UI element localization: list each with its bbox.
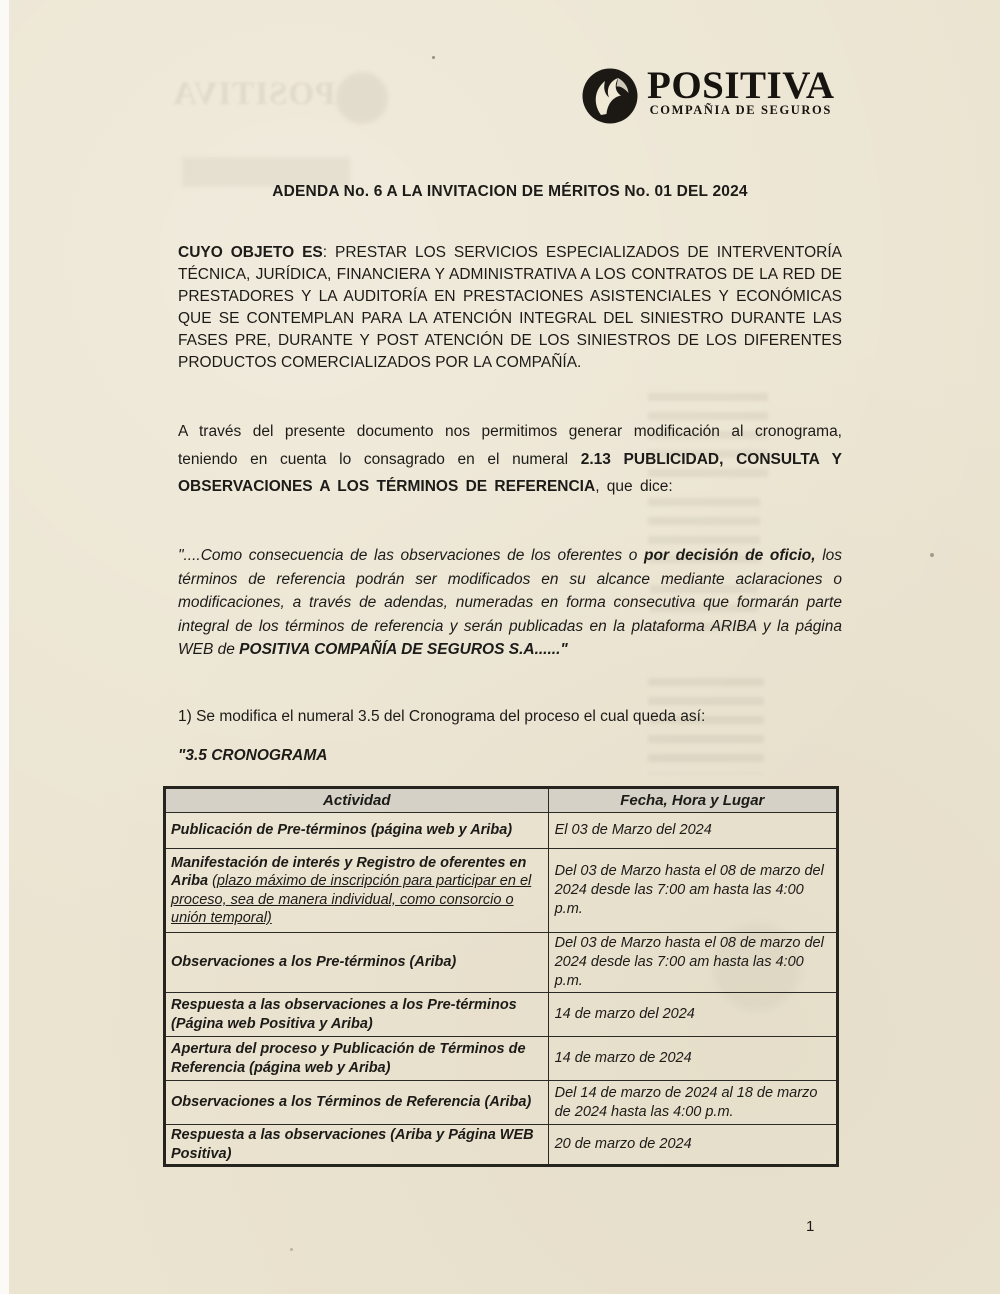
document-title: ADENDA No. 6 A LA INVITACION DE MÉRITOS No. 01 DEL 2024 [272,183,748,200]
scan-speck [432,56,435,59]
date-cell: Del 03 de Marzo hasta el 08 de marzo del 2024 desde las 7:00 am hasta las 4:00 p.m. [548,849,837,933]
paragraph-intro [178,418,842,501]
table-row [165,849,838,933]
table-row [165,1081,838,1125]
date-cell: 20 de marzo de 2024 [548,1125,837,1166]
table-row [165,1037,838,1081]
date-cell: 14 de marzo de 2024 [548,1037,837,1081]
activity-cell: Respuesta a las observaciones (Ariba y Página WEB Positiva) [165,1125,549,1166]
column-header-fecha: Fecha, Hora y Lugar [548,788,837,813]
activity-bold-text: Manifestación de interés y Registro de oferentes en Ariba [171,854,527,889]
table-row [165,933,838,993]
logo-name: POSITIVA [647,64,835,107]
activity-cell [165,849,549,933]
scan-speck [930,553,934,557]
date-cell: El 03 de Marzo del 2024 [548,813,837,849]
bleedthrough-ghost [336,72,388,124]
positiva-logo [580,66,835,126]
date-cell: Del 14 de marzo de 2024 al 18 de marzo de 2024 hasta las 4:00 p.m. [548,1081,837,1125]
activity-underlined-note: (plazo máximo de inscripción para participar en el proceso, sea de manera individual, como consorcio o unión temporal) [171,873,532,926]
modification-item-1: 1) Se modifica el numeral 3.5 del Cronograma del proceso el cual queda así: [178,708,706,725]
quote-bold-company: POSITIVA COMPAÑÍA DE SEGUROS S.A......" [239,641,568,658]
quote-bold-decision: por decisión de oficio, [644,547,816,564]
column-header-actividad: Actividad [165,788,549,813]
table-header-row [165,788,838,813]
table-row [165,1125,838,1166]
cronograma-table [163,786,839,1167]
page-number: 1 [806,1218,815,1235]
activity-cell: Observaciones a los Pre-términos (Ariba) [165,933,549,993]
table-row [165,813,838,849]
date-cell: 14 de marzo del 2024 [548,993,837,1037]
positiva-logo-icon [580,66,640,126]
logo-subtitle: COMPAÑIA DE SEGUROS [649,103,832,117]
activity-cell: Respuesta a las observaciones a los Pre-términos (Página web Positiva y Ariba) [165,993,549,1037]
quote-text: "....Como consecuencia de las observaciones de los oferentes o [178,547,645,564]
date-cell: Del 03 de Marzo hasta el 08 de marzo del 2024 desde las 7:00 am hasta las 4:00 p.m. [548,933,837,993]
paragraph-objeto [178,242,842,374]
activity-cell: Apertura del proceso y Publicación de Términos de Referencia (página web y Ariba) [165,1037,549,1081]
objeto-text: : PRESTAR LOS SERVICIOS ESPECIALIZADOS DE INTERVENTORÍA TÉCNICA, JURÍDICA, FINANCIERA Y ADMINISTRATIVA A LOS CONTRATOS DE LA RED DE PRESTADORES Y LA AUDITORÍA EN PRESTACIONES ASISTENCIALES Y ECONÓMICAS QUE SE CONTEMPLAN PARA LA ATENCIÓN INTEGRAL DEL SINIESTRO DURANTE LAS FASES PRE, DURANTE Y POST ATENCIÓN DE LOS SINIESTROS DE LOS DIFERENTES PRODUCTOS COMERCIALIZADOS POR LA COMPAÑÍA. [178,244,842,371]
bleedthrough-logo-ghost: POSITIVA [172,76,336,112]
intro-bold: 2.13 PUBLICIDAD, CONSULTA Y OBSERVACIONES A LOS TÉRMINOS DE REFERENCIA [178,450,842,495]
bleedthrough-ghost [648,678,764,774]
intro-text-end: , que dice: [595,478,673,495]
intro-text: A través del presente documento nos permitimos generar modificación al cronograma, teniendo en cuenta lo consagrado en el numeral [178,423,842,468]
activity-cell: Publicación de Pre-términos (página web y Ariba) [165,813,549,849]
table-row [165,993,838,1037]
section-heading-cronograma: "3.5 CRONOGRAMA [178,747,328,764]
quote-text-mid: los términos de referencia podrán ser modificados en su alcance mediante aclaraciones o modificaciones, a través de adendas, numeradas en forma consecutiva que formarán parte integral de los términos de referencia y serán publicadas en la plataforma ARIBA y la página WEB de [178,547,843,658]
positiva-logo-text [647,66,835,118]
scan-speck [290,1248,293,1251]
scan-edge [0,0,9,1294]
paragraph-quote [178,544,842,662]
activity-cell: Observaciones a los Términos de Referencia (Ariba) [165,1081,549,1125]
objeto-bold: CUYO OBJETO ES [178,244,323,261]
